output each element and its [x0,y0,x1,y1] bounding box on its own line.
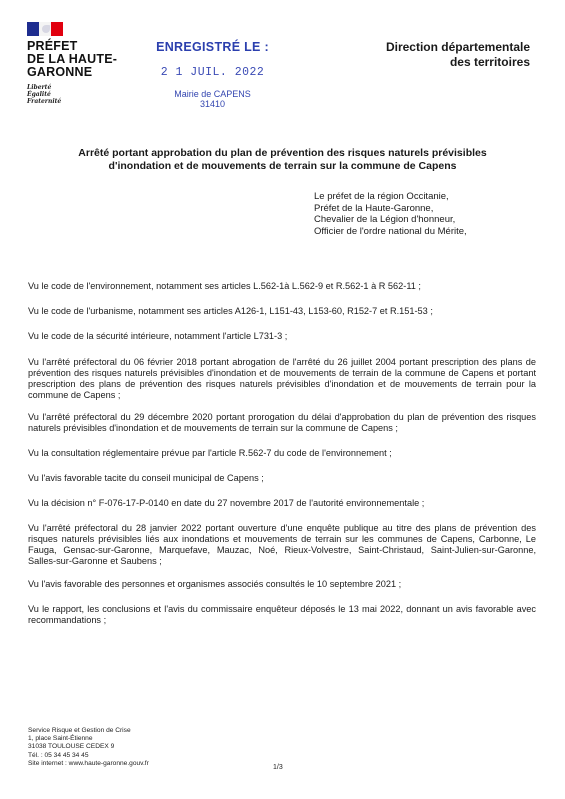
stamp-date: 2 1 JUIL. 2022 [160,66,265,79]
considerant-paragraph: Vu l'avis favorable tacite du conseil municipal de Capens ; [28,473,264,483]
footer-line: Site internet : www.haute-garonne.gouv.fr [28,759,149,767]
prefet-name [27,40,137,79]
republic-motto [27,84,137,105]
considerant-paragraph: Vu le code de la sécurité intérieure, notamment l'article L731-3 ; [28,331,288,341]
motto-line: Fraternité [27,98,62,105]
document-title [30,147,535,173]
direction-line: Direction départementale [385,40,530,54]
considerant-paragraph: Vu l'avis favorable des personnes et organismes associés consultés le 10 septembre 2021 ; [28,579,402,589]
footer-address [28,727,149,768]
considerant-paragraph: Vu l'arrêté préfectoral du 29 décembre 2020 portant prorogation du délai d'approbation du plan de prévention des risques naturels prévisibles d'inondation et de mouvements de terrain sur la commune de Capens ; [28,412,536,433]
considerant-paragraph: Vu le rapport, les conclusions et l'avis du commissaire enquêteur déposés le 13 mai 2022, donnant un avis favorable avec recommandations ; [28,604,536,625]
document-body [28,281,536,626]
considerant-paragraph: Vu la décision n° F-076-17-P-0140 en date du 27 novembre 2017 de l'autorité environnementale ; [28,498,425,508]
footer-line: 1, place Saint-Étienne [28,735,93,743]
prefet-line: DE LA HAUTE- [27,52,118,66]
considerant-paragraph: Vu l'arrêté préfectoral du 28 janvier 2022 portant ouverture d'une enquête publique au titre des plans de prévention des risques naturels prévisibles liés aux inondations et mouvements de terrain sur les communes de Capens, Carbonne, Le Fauga, Gensac-sur-Garonne, Marquefave, Mauzac, Noé, Rieux-Volvestre, Saint-Christaud, Saint-Julien-sur-Garonne, Salles-sur-Garonne et Saubens ; [28,523,536,566]
marianne-logo [27,22,137,105]
signatory-line: Le préfet de la région Occitanie, [314,191,449,202]
considerant-paragraph: Vu l'arrêté préfectoral du 06 février 2018 portant abrogation de l'arrêté du 26 juillet 2004 portant prescription des plans de prévention des risques naturels prévisibles d'inondation et de mouvements de terrain de la commune de Capens et portant prescription des plans de prévention des risques naturels prévisibles d'inondation et de mouvements de terrain pour la commune de Capens ; [28,357,536,400]
page-number: 1/3 [273,764,283,771]
considerant-paragraph: Vu le code de l'urbanisme, notamment ses articles A126-1, L151-43, L153-60, R152-7 et R.151-53 ; [28,306,433,316]
marianne-flag-icon [27,22,63,36]
stamp-label: ENREGISTRÉ LE : [156,40,269,54]
signatory-block [314,191,467,237]
signatory-line: Préfet de la Haute-Garonne, [314,202,434,214]
title-line: d'inondation et de mouvements de terrain sur la commune de Capens [108,160,457,172]
stamp-mairie [150,89,275,109]
motto-line: Égalité [27,91,51,98]
title-line: Arrêté portant approbation du plan de prévention des risques naturels prévisibles [78,147,487,159]
footer-line: 31038 TOULOUSE CEDEX 9 [28,743,115,751]
prefet-line: GARONNE [27,65,93,79]
stamp-mairie-line: Mairie de CAPENS [174,89,251,99]
signatory-line: Officier de l'ordre national du Mérite, [314,225,467,237]
signatory-line: Chevalier de la Légion d'honneur, [314,214,456,225]
direction-header [386,40,530,70]
footer-line: Tél. : 05 34 45 34 45 [28,751,89,759]
motto-line: Liberté [27,84,52,91]
direction-line: des territoires [449,55,530,69]
considerant-paragraph: Vu la consultation réglementaire prévue par l'article R.562-7 du code de l'environnement ; [28,448,392,458]
stamp-postcode: 31410 [199,99,226,109]
footer-line: Service Risque et Gestion de Crise [28,727,131,734]
considerant-paragraph: Vu le code de l'environnement, notamment ses articles L.562-1à L.562-9 et R.562-1 à R 562-11 ; [28,281,421,291]
prefet-line: PRÉFET [27,39,78,53]
registration-stamp [150,40,275,109]
